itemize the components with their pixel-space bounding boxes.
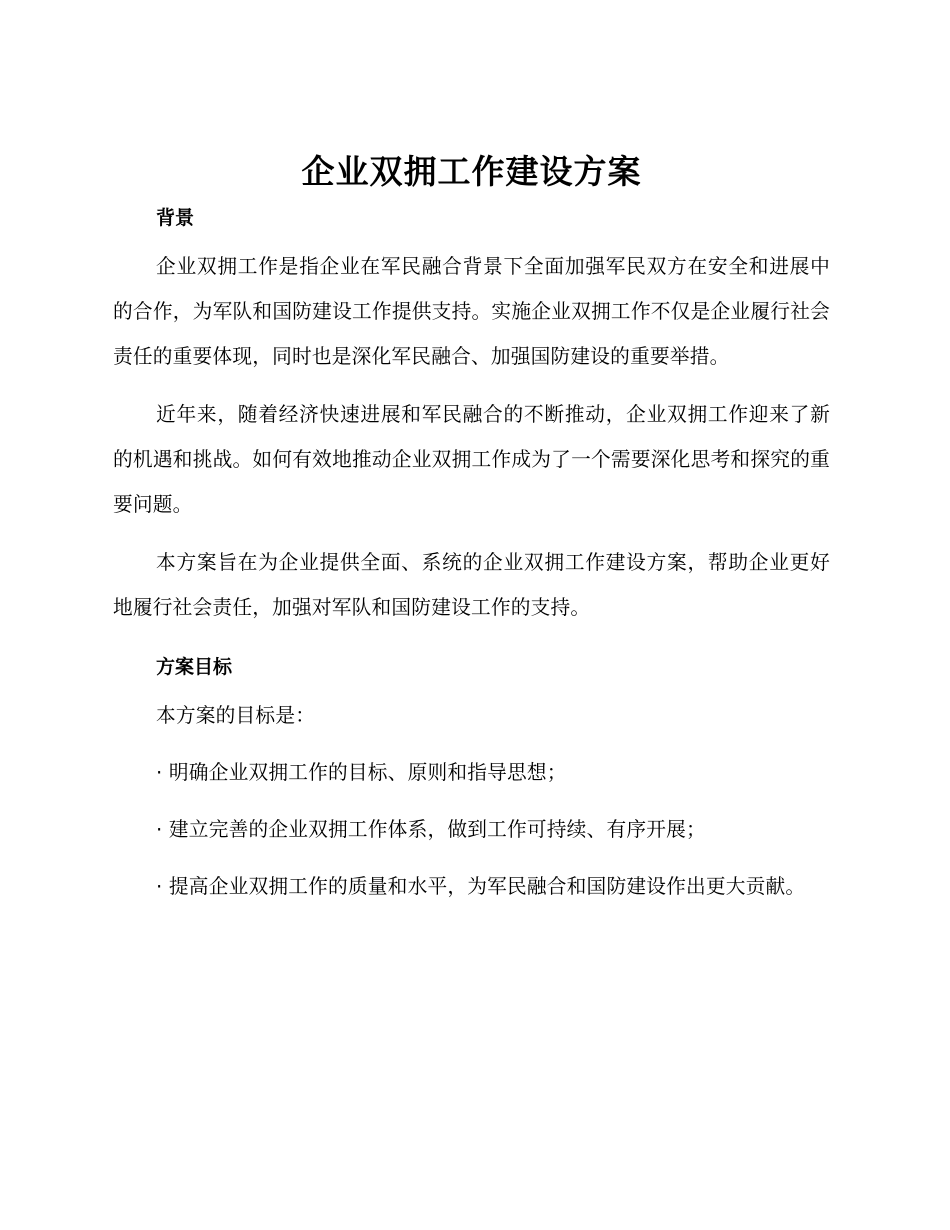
section-heading-background: 背景 — [156, 207, 195, 229]
section-heading-goals: 方案目标 — [156, 656, 233, 678]
background-paragraph-3: 本方案旨在为企业提供全面、系统的企业双拥工作建设方案，帮助企业更好地履行社会责任，加强对军队和国防建设工作的支持。 — [113, 551, 830, 619]
background-paragraph-2: 近年来，随着经济快速进展和军民融合的不断推动，企业双拥工作迎来了新的机遇和挑战。如何有效地推动企业双拥工作成为了一个需要深化思考和探究的重要问题。 — [113, 403, 830, 516]
goals-bullet-1: · 明确企业双拥工作的目标、原则和指导思想； — [156, 761, 567, 784]
goals-bullet-2: · 建立完善的企业双拥工作体系，做到工作可持续、有序开展； — [156, 818, 706, 841]
goals-intro: 本方案的目标是： — [156, 704, 316, 727]
document-title: 企业双拥工作建设方案 — [301, 152, 642, 191]
background-paragraph-1: 企业双拥工作是指企业在军民融合背景下全面加强军民双方在安全和进展中的合作，为军队和国防建设工作提供支持。实施企业双拥工作不仅是企业履行社会责任的重要体现，同时也是深化军民融合、加强国防建设的重要举措。 — [113, 255, 830, 368]
goals-bullet-3: · 提高企业双拥工作的质量和水平，为军民融合和国防建设作出更大贡献。 — [156, 875, 806, 898]
document-page — [113, 150, 830, 909]
